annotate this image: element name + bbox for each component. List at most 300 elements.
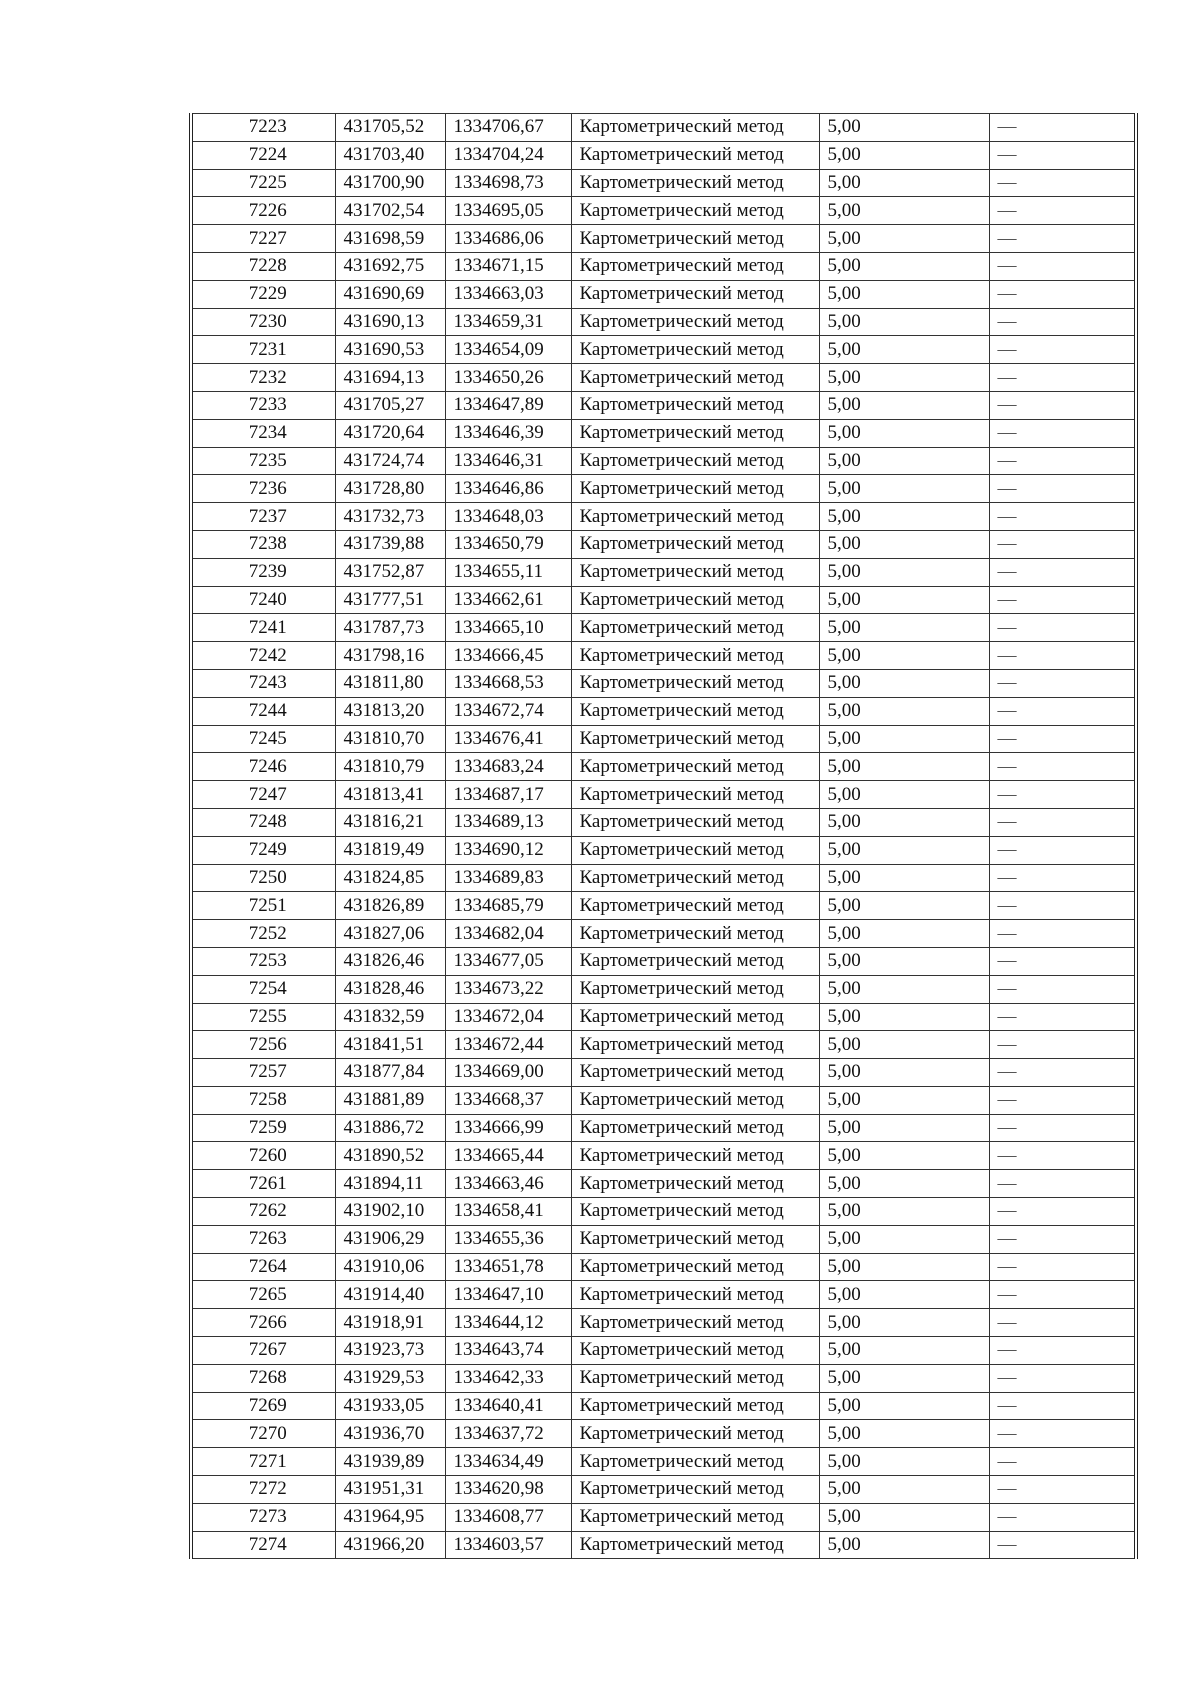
determination-method: Картометрический метод (571, 419, 819, 447)
coordinate-x: 431690,69 (335, 280, 445, 308)
point-number: 7265 (191, 1281, 335, 1309)
coordinate-x: 431692,75 (335, 252, 445, 280)
coordinate-y: 1334698,73 (445, 169, 571, 197)
table-row (191, 1086, 1136, 1114)
accuracy-value: 5,00 (819, 1114, 989, 1142)
point-number: 7263 (191, 1225, 335, 1253)
point-number: 7233 (191, 391, 335, 419)
coordinate-x: 431966,20 (335, 1531, 445, 1559)
note-dash: — (989, 669, 1136, 697)
note-dash: — (989, 1420, 1136, 1448)
coordinate-x: 431702,54 (335, 197, 445, 225)
point-number: 7268 (191, 1364, 335, 1392)
note-dash: — (989, 781, 1136, 809)
note-dash: — (989, 141, 1136, 169)
coordinate-x: 431832,59 (335, 1003, 445, 1031)
coordinate-x: 431819,49 (335, 836, 445, 864)
table-row (191, 225, 1136, 253)
determination-method: Картометрический метод (571, 1198, 819, 1226)
point-number: 7270 (191, 1420, 335, 1448)
note-dash: — (989, 1337, 1136, 1365)
table-row (191, 1003, 1136, 1031)
accuracy-value: 5,00 (819, 1086, 989, 1114)
table-row (191, 1392, 1136, 1420)
determination-method: Картометрический метод (571, 697, 819, 725)
accuracy-value: 5,00 (819, 1253, 989, 1281)
note-dash: — (989, 1225, 1136, 1253)
determination-method: Картометрический метод (571, 1003, 819, 1031)
table-row (191, 308, 1136, 336)
determination-method: Картометрический метод (571, 1031, 819, 1059)
accuracy-value: 5,00 (819, 1420, 989, 1448)
coordinate-x: 431810,70 (335, 725, 445, 753)
table-row (191, 1170, 1136, 1198)
note-dash: — (989, 280, 1136, 308)
coordinate-y: 1334648,03 (445, 503, 571, 531)
accuracy-value: 5,00 (819, 197, 989, 225)
accuracy-value: 5,00 (819, 225, 989, 253)
determination-method: Картометрический метод (571, 114, 819, 142)
coordinate-x: 431705,27 (335, 391, 445, 419)
accuracy-value: 5,00 (819, 364, 989, 392)
coordinate-x: 431827,06 (335, 920, 445, 948)
coordinate-x: 431700,90 (335, 169, 445, 197)
accuracy-value: 5,00 (819, 141, 989, 169)
table-row (191, 892, 1136, 920)
table-row (191, 1448, 1136, 1476)
point-number: 7256 (191, 1031, 335, 1059)
coordinate-x: 431826,89 (335, 892, 445, 920)
determination-method: Картометрический метод (571, 920, 819, 948)
point-number: 7272 (191, 1476, 335, 1504)
coordinate-y: 1334672,74 (445, 697, 571, 725)
point-number: 7262 (191, 1198, 335, 1226)
coordinate-y: 1334663,03 (445, 280, 571, 308)
note-dash: — (989, 169, 1136, 197)
point-number: 7269 (191, 1392, 335, 1420)
coordinate-y: 1334651,78 (445, 1253, 571, 1281)
accuracy-value: 5,00 (819, 614, 989, 642)
note-dash: — (989, 864, 1136, 892)
coordinate-x: 431798,16 (335, 642, 445, 670)
point-number: 7266 (191, 1309, 335, 1337)
point-number: 7258 (191, 1086, 335, 1114)
note-dash: — (989, 1309, 1136, 1337)
point-number: 7231 (191, 336, 335, 364)
coordinate-x: 431739,88 (335, 530, 445, 558)
table-row (191, 753, 1136, 781)
determination-method: Картометрический метод (571, 1225, 819, 1253)
point-number: 7243 (191, 669, 335, 697)
accuracy-value: 5,00 (819, 920, 989, 948)
point-number: 7234 (191, 419, 335, 447)
determination-method: Картометрический метод (571, 947, 819, 975)
note-dash: — (989, 920, 1136, 948)
coordinate-y: 1334647,89 (445, 391, 571, 419)
coordinate-x: 431918,91 (335, 1309, 445, 1337)
determination-method: Картометрический метод (571, 864, 819, 892)
table-row (191, 169, 1136, 197)
note-dash: — (989, 642, 1136, 670)
coordinate-x: 431724,74 (335, 447, 445, 475)
determination-method: Картометрический метод (571, 1059, 819, 1087)
coordinate-x: 431929,53 (335, 1364, 445, 1392)
note-dash: — (989, 1531, 1136, 1559)
point-number: 7232 (191, 364, 335, 392)
coordinate-y: 1334658,41 (445, 1198, 571, 1226)
note-dash: — (989, 364, 1136, 392)
point-number: 7246 (191, 753, 335, 781)
determination-method: Картометрический метод (571, 1476, 819, 1504)
table-row (191, 1364, 1136, 1392)
note-dash: — (989, 1114, 1136, 1142)
coordinate-y: 1334646,39 (445, 419, 571, 447)
point-number: 7251 (191, 892, 335, 920)
determination-method: Картометрический метод (571, 1253, 819, 1281)
determination-method: Картометрический метод (571, 753, 819, 781)
point-number: 7252 (191, 920, 335, 948)
coordinate-y: 1334637,72 (445, 1420, 571, 1448)
coordinates-table-body (191, 114, 1136, 1559)
accuracy-value: 5,00 (819, 1170, 989, 1198)
determination-method: Картометрический метод (571, 558, 819, 586)
determination-method: Картометрический метод (571, 725, 819, 753)
table-row (191, 642, 1136, 670)
table-row (191, 920, 1136, 948)
note-dash: — (989, 308, 1136, 336)
coordinate-y: 1334646,31 (445, 447, 571, 475)
accuracy-value: 5,00 (819, 808, 989, 836)
coordinate-y: 1334706,67 (445, 114, 571, 142)
note-dash: — (989, 391, 1136, 419)
accuracy-value: 5,00 (819, 642, 989, 670)
accuracy-value: 5,00 (819, 447, 989, 475)
determination-method: Картометрический метод (571, 503, 819, 531)
note-dash: — (989, 1086, 1136, 1114)
coordinate-x: 431810,79 (335, 753, 445, 781)
coordinate-x: 431828,46 (335, 975, 445, 1003)
coordinate-y: 1334672,44 (445, 1031, 571, 1059)
accuracy-value: 5,00 (819, 586, 989, 614)
point-number: 7227 (191, 225, 335, 253)
point-number: 7247 (191, 781, 335, 809)
determination-method: Картометрический метод (571, 1170, 819, 1198)
point-number: 7271 (191, 1448, 335, 1476)
note-dash: — (989, 475, 1136, 503)
coordinate-y: 1334689,13 (445, 808, 571, 836)
coordinate-x: 431881,89 (335, 1086, 445, 1114)
table-row (191, 1142, 1136, 1170)
coordinate-x: 431811,80 (335, 669, 445, 697)
coordinate-x: 431752,87 (335, 558, 445, 586)
coordinate-x: 431910,06 (335, 1253, 445, 1281)
determination-method: Картометрический метод (571, 225, 819, 253)
coordinate-y: 1334668,37 (445, 1086, 571, 1114)
coordinate-y: 1334634,49 (445, 1448, 571, 1476)
coordinate-y: 1334655,36 (445, 1225, 571, 1253)
note-dash: — (989, 1253, 1136, 1281)
note-dash: — (989, 336, 1136, 364)
determination-method: Картометрический метод (571, 781, 819, 809)
coordinate-x: 431690,13 (335, 308, 445, 336)
coordinate-y: 1334690,12 (445, 836, 571, 864)
point-number: 7248 (191, 808, 335, 836)
table-row (191, 419, 1136, 447)
point-number: 7253 (191, 947, 335, 975)
table-row (191, 1503, 1136, 1531)
coordinate-x: 431877,84 (335, 1059, 445, 1087)
coordinate-x: 431894,11 (335, 1170, 445, 1198)
point-number: 7254 (191, 975, 335, 1003)
accuracy-value: 5,00 (819, 1448, 989, 1476)
table-row (191, 1031, 1136, 1059)
determination-method: Картометрический метод (571, 391, 819, 419)
accuracy-value: 5,00 (819, 753, 989, 781)
determination-method: Картометрический метод (571, 1086, 819, 1114)
coordinate-x: 431787,73 (335, 614, 445, 642)
coordinate-y: 1334659,31 (445, 308, 571, 336)
point-number: 7225 (191, 169, 335, 197)
point-number: 7255 (191, 1003, 335, 1031)
coordinate-x: 431732,73 (335, 503, 445, 531)
table-row (191, 1309, 1136, 1337)
coordinate-x: 431728,80 (335, 475, 445, 503)
note-dash: — (989, 114, 1136, 142)
note-dash: — (989, 697, 1136, 725)
table-row (191, 697, 1136, 725)
table-row (191, 1198, 1136, 1226)
coordinate-y: 1334665,44 (445, 1142, 571, 1170)
coordinate-x: 431923,73 (335, 1337, 445, 1365)
determination-method: Картометрический метод (571, 614, 819, 642)
determination-method: Картометрический метод (571, 364, 819, 392)
accuracy-value: 5,00 (819, 947, 989, 975)
coordinate-y: 1334704,24 (445, 141, 571, 169)
note-dash: — (989, 1142, 1136, 1170)
table-row (191, 503, 1136, 531)
note-dash: — (989, 558, 1136, 586)
accuracy-value: 5,00 (819, 280, 989, 308)
coordinate-x: 431902,10 (335, 1198, 445, 1226)
note-dash: — (989, 1392, 1136, 1420)
accuracy-value: 5,00 (819, 864, 989, 892)
table-row (191, 1476, 1136, 1504)
table-row (191, 558, 1136, 586)
determination-method: Картометрический метод (571, 642, 819, 670)
accuracy-value: 5,00 (819, 892, 989, 920)
accuracy-value: 5,00 (819, 1225, 989, 1253)
accuracy-value: 5,00 (819, 530, 989, 558)
coordinate-x: 431933,05 (335, 1392, 445, 1420)
note-dash: — (989, 225, 1136, 253)
determination-method: Картометрический метод (571, 808, 819, 836)
coordinate-y: 1334665,10 (445, 614, 571, 642)
determination-method: Картометрический метод (571, 447, 819, 475)
coordinate-x: 431690,53 (335, 336, 445, 364)
table-row (191, 530, 1136, 558)
table-row (191, 1420, 1136, 1448)
note-dash: — (989, 447, 1136, 475)
accuracy-value: 5,00 (819, 308, 989, 336)
note-dash: — (989, 1198, 1136, 1226)
coordinate-y: 1334682,04 (445, 920, 571, 948)
point-number: 7259 (191, 1114, 335, 1142)
coordinate-x: 431694,13 (335, 364, 445, 392)
note-dash: — (989, 892, 1136, 920)
note-dash: — (989, 1059, 1136, 1087)
determination-method: Картометрический метод (571, 1142, 819, 1170)
accuracy-value: 5,00 (819, 169, 989, 197)
point-number: 7242 (191, 642, 335, 670)
point-number: 7241 (191, 614, 335, 642)
table-row (191, 1281, 1136, 1309)
coordinate-y: 1334686,06 (445, 225, 571, 253)
accuracy-value: 5,00 (819, 252, 989, 280)
determination-method: Картометрический метод (571, 280, 819, 308)
coordinate-y: 1334608,77 (445, 1503, 571, 1531)
accuracy-value: 5,00 (819, 1142, 989, 1170)
note-dash: — (989, 419, 1136, 447)
accuracy-value: 5,00 (819, 1476, 989, 1504)
coordinate-y: 1334642,33 (445, 1364, 571, 1392)
coordinate-y: 1334647,10 (445, 1281, 571, 1309)
table-row (191, 280, 1136, 308)
table-row (191, 975, 1136, 1003)
accuracy-value: 5,00 (819, 336, 989, 364)
note-dash: — (989, 725, 1136, 753)
point-number: 7224 (191, 141, 335, 169)
accuracy-value: 5,00 (819, 669, 989, 697)
note-dash: — (989, 1476, 1136, 1504)
coordinate-x: 431951,31 (335, 1476, 445, 1504)
note-dash: — (989, 1503, 1136, 1531)
table-row (191, 336, 1136, 364)
point-number: 7274 (191, 1531, 335, 1559)
coordinate-x: 431703,40 (335, 141, 445, 169)
table-row (191, 1114, 1136, 1142)
determination-method: Картометрический метод (571, 1420, 819, 1448)
determination-method: Картометрический метод (571, 141, 819, 169)
table-row (191, 391, 1136, 419)
table-row (191, 864, 1136, 892)
coordinates-table (189, 113, 1138, 1559)
point-number: 7257 (191, 1059, 335, 1087)
coordinate-x: 431826,46 (335, 947, 445, 975)
point-number: 7229 (191, 280, 335, 308)
note-dash: — (989, 1448, 1136, 1476)
table-row (191, 1225, 1136, 1253)
table-row (191, 808, 1136, 836)
table-row (191, 1531, 1136, 1559)
coordinate-y: 1334650,79 (445, 530, 571, 558)
accuracy-value: 5,00 (819, 1392, 989, 1420)
coordinate-y: 1334687,17 (445, 781, 571, 809)
coordinate-x: 431906,29 (335, 1225, 445, 1253)
coordinate-x: 431824,85 (335, 864, 445, 892)
table-row (191, 1337, 1136, 1365)
coordinate-x: 431816,21 (335, 808, 445, 836)
point-number: 7235 (191, 447, 335, 475)
coordinate-y: 1334685,79 (445, 892, 571, 920)
accuracy-value: 5,00 (819, 503, 989, 531)
coordinate-y: 1334676,41 (445, 725, 571, 753)
determination-method: Картометрический метод (571, 1392, 819, 1420)
table-row (191, 586, 1136, 614)
table-row (191, 252, 1136, 280)
coordinate-y: 1334666,45 (445, 642, 571, 670)
note-dash: — (989, 530, 1136, 558)
point-number: 7223 (191, 114, 335, 142)
table-row (191, 614, 1136, 642)
table-row (191, 669, 1136, 697)
determination-method: Картометрический метод (571, 1364, 819, 1392)
point-number: 7228 (191, 252, 335, 280)
table-row (191, 141, 1136, 169)
note-dash: — (989, 614, 1136, 642)
determination-method: Картометрический метод (571, 1503, 819, 1531)
coordinate-x: 431914,40 (335, 1281, 445, 1309)
coordinate-x: 431813,41 (335, 781, 445, 809)
accuracy-value: 5,00 (819, 1364, 989, 1392)
determination-method: Картометрический метод (571, 197, 819, 225)
coordinate-y: 1334643,74 (445, 1337, 571, 1365)
note-dash: — (989, 503, 1136, 531)
point-number: 7226 (191, 197, 335, 225)
accuracy-value: 5,00 (819, 1003, 989, 1031)
table-row (191, 364, 1136, 392)
coordinate-y: 1334650,26 (445, 364, 571, 392)
point-number: 7236 (191, 475, 335, 503)
coordinate-y: 1334673,22 (445, 975, 571, 1003)
table-row (191, 947, 1136, 975)
point-number: 7260 (191, 1142, 335, 1170)
point-number: 7250 (191, 864, 335, 892)
determination-method: Картометрический метод (571, 1448, 819, 1476)
coordinate-y: 1334603,57 (445, 1531, 571, 1559)
accuracy-value: 5,00 (819, 1198, 989, 1226)
note-dash: — (989, 753, 1136, 781)
accuracy-value: 5,00 (819, 391, 989, 419)
determination-method: Картометрический метод (571, 336, 819, 364)
coordinate-x: 431698,59 (335, 225, 445, 253)
coordinate-x: 431890,52 (335, 1142, 445, 1170)
coordinate-y: 1334662,61 (445, 586, 571, 614)
determination-method: Картометрический метод (571, 252, 819, 280)
point-number: 7240 (191, 586, 335, 614)
determination-method: Картометрический метод (571, 475, 819, 503)
coordinate-x: 431813,20 (335, 697, 445, 725)
determination-method: Картометрический метод (571, 530, 819, 558)
coordinate-y: 1334669,00 (445, 1059, 571, 1087)
accuracy-value: 5,00 (819, 1031, 989, 1059)
note-dash: — (989, 947, 1136, 975)
accuracy-value: 5,00 (819, 781, 989, 809)
point-number: 7261 (191, 1170, 335, 1198)
point-number: 7238 (191, 530, 335, 558)
note-dash: — (989, 975, 1136, 1003)
coordinate-y: 1334640,41 (445, 1392, 571, 1420)
coordinate-y: 1334689,83 (445, 864, 571, 892)
note-dash: — (989, 836, 1136, 864)
note-dash: — (989, 1281, 1136, 1309)
coordinate-x: 431939,89 (335, 1448, 445, 1476)
coordinate-y: 1334683,24 (445, 753, 571, 781)
accuracy-value: 5,00 (819, 1503, 989, 1531)
coordinate-x: 431936,70 (335, 1420, 445, 1448)
determination-method: Картометрический метод (571, 1114, 819, 1142)
accuracy-value: 5,00 (819, 836, 989, 864)
coordinate-x: 431886,72 (335, 1114, 445, 1142)
